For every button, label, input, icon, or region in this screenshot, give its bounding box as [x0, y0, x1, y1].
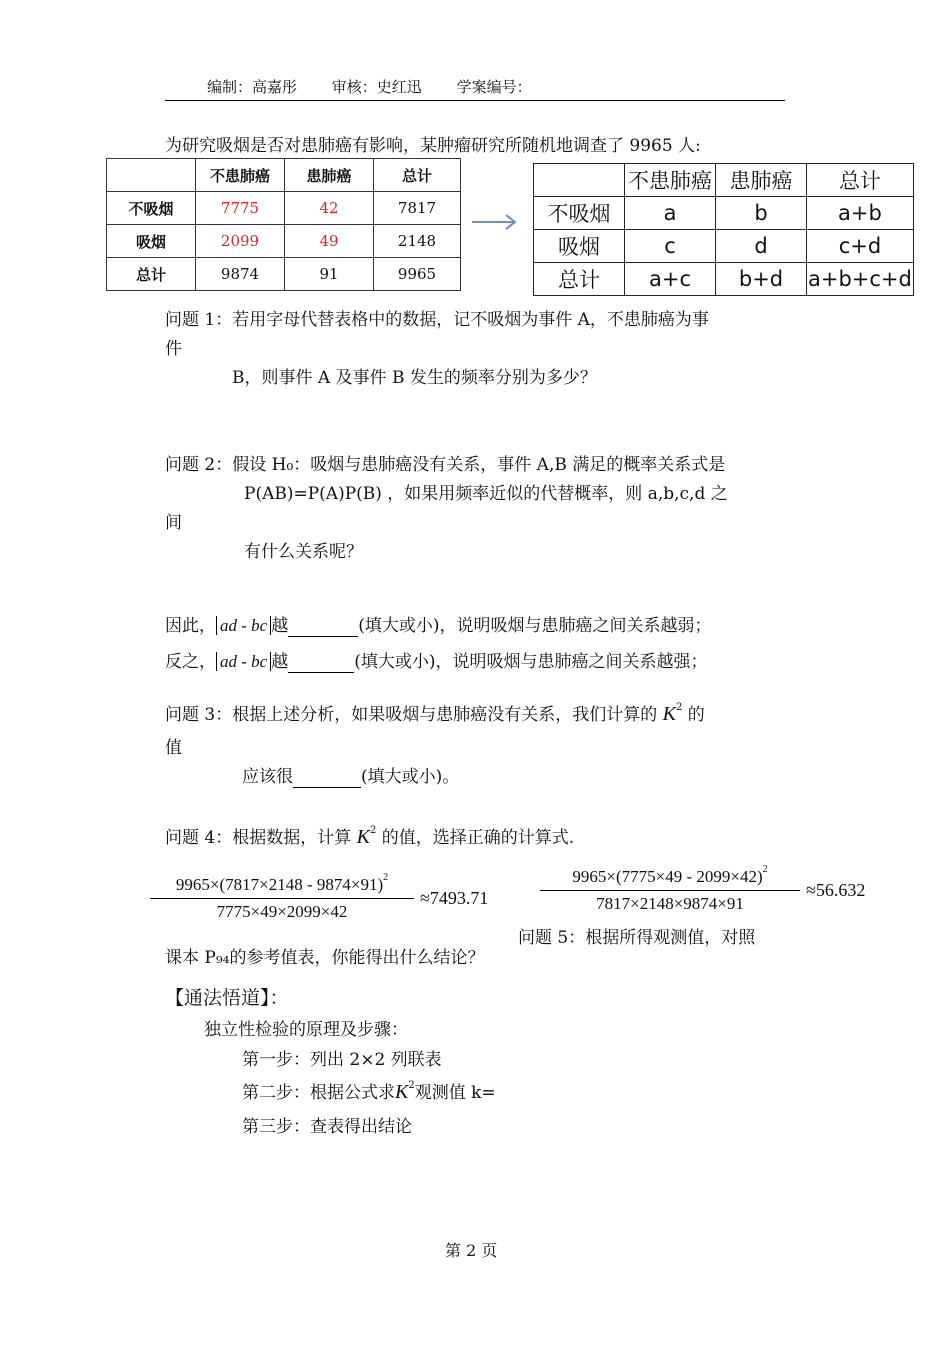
- case-number-label: 学案编号：: [456, 78, 532, 96]
- step-2-text-end: 观测值 k=: [414, 1083, 496, 1103]
- square-superscript: 2: [408, 1080, 415, 1091]
- formula-1-numerator: [150, 872, 414, 899]
- editor-label: 编制：高嘉彤: [207, 78, 298, 96]
- table-header: 不患肺癌: [196, 159, 285, 192]
- formula-2-result: ≈56.632: [806, 880, 866, 900]
- question-3-suffix: (填大或小)。: [361, 767, 460, 787]
- formula-2-denominator: 7817×2148×9874×91: [596, 894, 744, 913]
- table-header: 患肺癌: [716, 164, 807, 197]
- method-subtitle: 独立性检验的原理及步骤：: [204, 1020, 408, 1040]
- conversely-prefix: 反之，: [165, 652, 216, 672]
- table-cell: [107, 159, 196, 192]
- yue-text: 越: [271, 652, 289, 672]
- numerator-text: 9965×(7817×2148 - 9874×91): [175, 875, 384, 894]
- question-1-line3: B，则事件 A 及事件 B 发生的频率分别为多少？: [232, 368, 597, 388]
- table-header-row: [107, 159, 461, 192]
- variable-table: [533, 163, 914, 296]
- square-superscript: 2: [369, 825, 377, 836]
- question-3-line3: [242, 762, 459, 788]
- table-cell: a: [625, 197, 716, 230]
- k-symbol: K: [662, 703, 676, 725]
- table-cell: 7817: [374, 192, 461, 225]
- answer-blank[interactable]: [288, 616, 358, 637]
- question-4: [165, 823, 574, 849]
- question-3-prefix: 应该很: [242, 767, 293, 787]
- table-cell: 2099: [196, 225, 285, 258]
- question-2-line2: P(AB)=P(A)P(B) ，如果用频率近似的代替概率，则 a,b,c,d 之: [244, 484, 728, 504]
- table-cell: 2148: [374, 225, 461, 258]
- step-1: 第一步：列出 2×2 列联表: [242, 1050, 442, 1070]
- table-cell: a+b: [807, 197, 914, 230]
- reviewer-label: 审核：史红迅: [331, 78, 422, 96]
- table-cell: 9965: [374, 258, 461, 291]
- table-cell: [534, 164, 625, 197]
- k-symbol: K: [356, 826, 370, 848]
- table-cell: c: [625, 230, 716, 263]
- data-table: [106, 158, 461, 291]
- question-3-line1: [165, 700, 705, 726]
- table-header: 总计: [374, 159, 461, 192]
- table-row: [534, 263, 914, 296]
- table-cell: b: [716, 197, 807, 230]
- conversely-line: [165, 647, 707, 673]
- step-3: 第三步：查表得出结论: [242, 1117, 412, 1137]
- table-row: [534, 197, 914, 230]
- abs-expression: ad - bc: [216, 652, 271, 671]
- square-superscript: 2: [675, 702, 683, 713]
- formula-2: [540, 864, 800, 914]
- conversely-suffix: (填大或小)，说明吸烟与患肺癌之间关系越强；: [354, 652, 708, 672]
- answer-blank[interactable]: [293, 767, 361, 788]
- table-row: [534, 230, 914, 263]
- formula-1: [150, 872, 414, 922]
- row-label: 总计: [107, 258, 196, 291]
- method-title: 【通法悟道】：: [165, 987, 289, 1009]
- step-2-text: 第二步：根据公式求: [242, 1083, 395, 1103]
- table-row: [107, 225, 461, 258]
- step-2: [242, 1078, 496, 1104]
- question-4-text-end: 的值，选择正确的计算式.: [381, 828, 575, 848]
- question-1-line2: 件: [165, 339, 182, 359]
- row-label: 吸烟: [107, 225, 196, 258]
- table-row: [107, 258, 461, 291]
- table-header-row: [534, 164, 914, 197]
- table-header: 总计: [807, 164, 914, 197]
- table-row: [107, 192, 461, 225]
- table-cell: b+d: [716, 263, 807, 296]
- question-2-line1: 问题 2：假设 H₀：吸烟与患肺癌没有关系，事件 A,B 满足的概率关系式是: [165, 455, 726, 475]
- row-label: 吸烟: [534, 230, 625, 263]
- row-label: 不吸烟: [534, 197, 625, 230]
- question-3-line2: 值: [165, 738, 182, 758]
- table-cell: a+b+c+d: [807, 263, 914, 296]
- table-cell: 9874: [196, 258, 285, 291]
- question-3-text-end: 的: [687, 705, 705, 725]
- table-cell: d: [716, 230, 807, 263]
- therefore-line: [165, 611, 711, 637]
- abs-expression: ad - bc: [216, 616, 271, 635]
- formula-2-numerator: [540, 864, 800, 891]
- row-label: 不吸烟: [107, 192, 196, 225]
- question-4-text: 问题 4：根据数据，计算: [165, 828, 352, 848]
- question-2-line4: 有什么关系呢？: [244, 542, 363, 562]
- question-5-line2: 课本 P₉₄的参考值表，你能得出什么结论？: [165, 948, 485, 968]
- table-cell: 7775: [196, 192, 285, 225]
- k-symbol: K: [395, 1081, 409, 1103]
- page-header: [165, 76, 785, 101]
- table-header: 患肺癌: [285, 159, 374, 192]
- table-cell: a+c: [625, 263, 716, 296]
- table-cell: 42: [285, 192, 374, 225]
- formula-1-result: ≈7493.71: [420, 888, 489, 908]
- question-2-line3: 间: [165, 513, 182, 533]
- table-cell: 91: [285, 258, 374, 291]
- square-superscript: 2: [762, 864, 768, 875]
- row-label: 总计: [534, 263, 625, 296]
- yue-text: 越: [271, 616, 289, 636]
- therefore-prefix: 因此，: [165, 616, 216, 636]
- answer-blank[interactable]: [288, 652, 354, 673]
- intro-text: 为研究吸烟是否对患肺癌有影响，某肿瘤研究所随机地调查了 9965 人:: [165, 136, 701, 156]
- numerator-text: 9965×(7775×49 - 2099×42): [572, 867, 763, 886]
- table-header: 不患肺癌: [625, 164, 716, 197]
- square-superscript: 2: [383, 872, 389, 883]
- therefore-suffix: (填大或小)，说明吸烟与患肺癌之间关系越弱；: [358, 616, 712, 636]
- question-1-line1: 问题 1：若用字母代替表格中的数据，记不吸烟为事件 A，不患肺癌为事: [165, 310, 709, 330]
- question-3-text: 问题 3：根据上述分析，如果吸烟与患肺癌没有关系，我们计算的: [165, 705, 658, 725]
- page-number: 第 2 页: [445, 1241, 498, 1260]
- formula-1-denominator: 7775×49×2099×42: [216, 902, 348, 921]
- table-cell: 49: [285, 225, 374, 258]
- question-5-line1: 问题 5：根据所得观测值，对照: [518, 928, 756, 948]
- table-cell: c+d: [807, 230, 914, 263]
- arrow-right-icon: [470, 212, 520, 232]
